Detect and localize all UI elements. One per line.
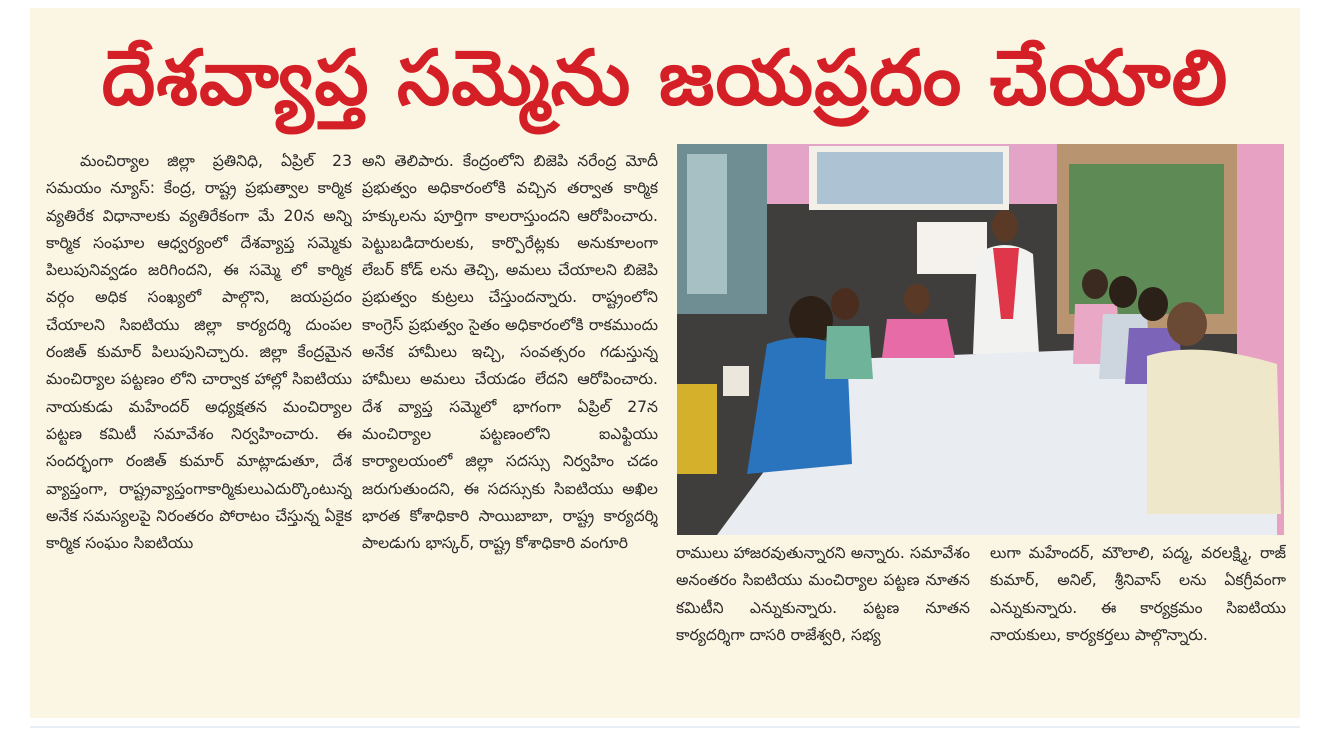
- article-paragraph: లుగా మహేందర్, మౌలాలి, పద్మ, వరలక్ష్మి, రాజ్ కుమార్, అనిల్, శ్రీనివాస్ లను ఏకగ్రీవంగా ఎన్నుకున్నారు. ఈ కార్యక్రమం సిఐటియు నాయకులు, కార్యకర్తలు పాల్గొన్నారు.: [990, 544, 1286, 644]
- article-paragraph: మంచిర్యాల జిల్లా ప్రతినిధి, ఏప్రిల్ 23 సమయం న్యూస్: కేంద్ర, రాష్ట్ర ప్రభుత్వాల కార్మిక వ్యతిరేక విధానాలకు వ్యతిరేకంగా మే 20న అన్ని కార్మిక సంఘాల ఆధ్వర్యంలో దేశవ్యాప్త సమ్మెకు పిలుపునివ్వడం జరిగిందని, ఈ సమ్మె లో కార్మిక వర్గం అధిక సంఖ్యలో పాల్గొని, జయప్రదం చేయాలని సిఐటియు జిల్లా కార్యదర్శి దుంపల రంజిత్ కుమార్ పిలుపునిచ్చారు. జిల్లా కేంద్రమైన మంచిర్యాల పట్టణం లోని చార్వాక హాల్లో సిఐటియు నాయకుడు మహేందర్ అధ్యక్షతన మంచిర్యాల పట్టణ కమిటీ సమావేశం నిర్వహించారు. ఈ సందర్భంగా రంజిత్ కుమార్ మాట్లాడుతూ, దేశ వ్యాప్తంగా, రాష్ట్రవ్యాప్తంగాకార్మికులుఎదుర్కొంటున్న అనేక సమస్యలపై నిరంతరం పోరాటం చేస్తున్న ఏకైక కార్మిక సంఘం సిఐటియు: [46, 152, 352, 553]
- page-divider: [30, 726, 1300, 728]
- meeting-photo-icon: [677, 144, 1284, 535]
- article-headline: దేశవ్యాప్త సమ్మెను జయప్రదం చేయాలి: [101, 33, 1229, 122]
- meeting-photo: [677, 144, 1284, 535]
- article-column-2: [362, 148, 658, 700]
- article-column-4: [990, 540, 1286, 700]
- article-column-1: [46, 148, 352, 700]
- article-paragraph: అని తెలిపారు. కేంద్రంలోని బిజెపి నరేంద్ర మోదీ ప్రభుత్వం అధికారంలోకి వచ్చిన తర్వాత కార్మిక హక్కులను పూర్తిగా కాలరాస్తుందని ఆరోపించారు. పెట్టుబడిదారులకు, కార్పొరేట్లకు అనుకూలంగా లేబర్ కోడ్ లను తెచ్చి, అమలు చేయాలని బిజెపి ప్రభుత్వం కుట్రలు చేస్తుందన్నారు. రాష్ట్రంలోని కాంగ్రెస్ ప్రభుత్వం సైతం అధికారంలోకి రాకముందు అనేక హామీలు ఇచ్చి, సంవత్సరం గడుస్తున్న హామీలు అమలు చేయడం లేదని ఆరోపించారు. దేశ వ్యాప్త సమ్మెలో భాగంగా ఏప్రిల్ 27న మంచిర్యాల పట్టణంలోని ఐఎఫ్టియు కార్యాలయంలో జిల్లా సదస్సు నిర్వహిం చడం జరుగుతుందని, ఈ సదస్సుకు సిఐటియు అఖిల భారత కోశాధికారి సాయిబాబా, రాష్ట్ర కార్యదర్శి పాలడుగు భాస్కర్, రాష్ట్ర కోశాధికారి వంగూరి: [362, 152, 658, 553]
- page-edge: [1320, 0, 1328, 733]
- article-paragraph: రాములు హాజరవుతున్నారని అన్నారు. సమావేశం అనంతరం సిఐటియు మంచిర్యాల పట్టణ నూతన కమిటీని ఎన్నుకున్నారు. పట్టణ నూతన కార్యదర్శిగా దాసరి రాజేశ్వరి, సభ్య: [676, 544, 970, 644]
- article-column-3: [676, 540, 970, 700]
